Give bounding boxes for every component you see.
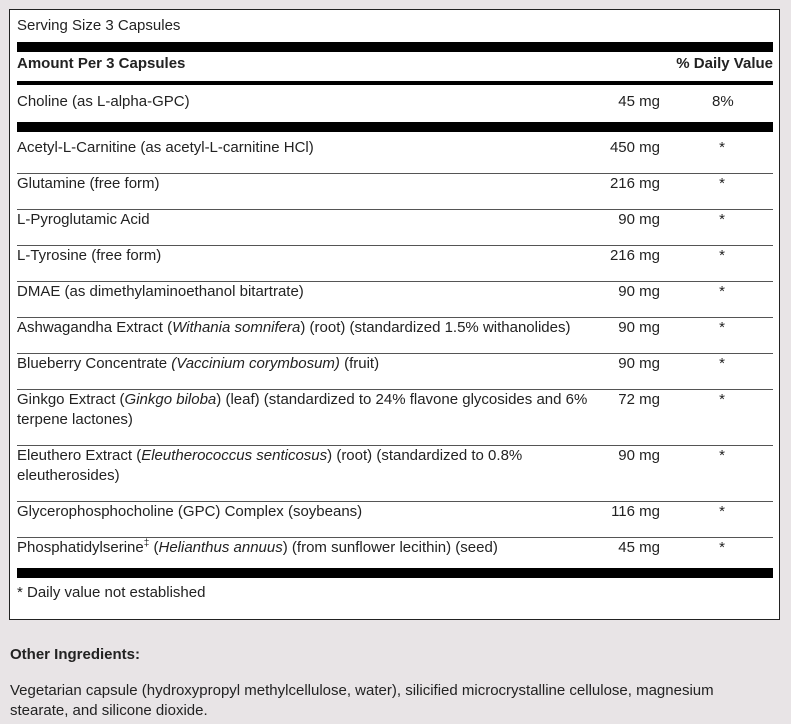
ingredient-amount: 90 mg xyxy=(618,355,660,372)
thick-divider xyxy=(17,568,773,578)
ingredient-row xyxy=(17,390,773,446)
ingredient-amount: 450 mg xyxy=(609,139,660,156)
ingredient-daily-value: * xyxy=(719,539,725,556)
ingredient-row xyxy=(17,502,773,538)
ingredient-name: Ashwagandha Extract (Withania somnifera) (root) (standardized 1.5% withanolides) xyxy=(17,319,571,336)
nutrient-amount: 45 mg xyxy=(618,93,660,110)
ingredient-daily-value: * xyxy=(719,391,725,408)
ingredient-name: L-Tyrosine (free form) xyxy=(17,247,162,264)
ingredient-daily-value: * xyxy=(719,503,725,520)
ingredient-daily-value: * xyxy=(719,283,725,300)
ingredient-row xyxy=(17,446,773,502)
serving-size: Serving Size 3 Capsules xyxy=(17,17,181,34)
ingredient-daily-value: * xyxy=(719,175,725,192)
ingredient-amount: 72 mg xyxy=(618,391,660,408)
thick-divider xyxy=(17,42,773,52)
ingredient-name: Eleuthero Extract (Eleutherococcus senticosus) (root) (standardized to 0.8% eleutherosides) xyxy=(17,447,523,484)
ingredient-row xyxy=(17,210,773,246)
daily-value-header: % Daily Value xyxy=(676,55,773,72)
supplement-facts-panel xyxy=(9,9,780,620)
ingredient-row xyxy=(17,538,773,567)
ingredient-name: L-Pyroglutamic Acid xyxy=(17,211,150,228)
nutrient-daily-value: 8% xyxy=(712,93,734,110)
ingredient-amount: 90 mg xyxy=(618,211,660,228)
ingredient-daily-value: * xyxy=(719,355,725,372)
ingredient-row xyxy=(17,174,773,210)
other-ingredients-title: Other Ingredients: xyxy=(10,646,141,663)
ingredient-row xyxy=(17,354,773,390)
ingredient-amount: 216 mg xyxy=(609,175,660,192)
amount-header: Amount Per 3 Capsules xyxy=(17,55,186,72)
medium-divider xyxy=(17,81,773,85)
ingredient-amount: 90 mg xyxy=(618,447,660,464)
ingredient-name: Phosphatidylserine‡ (Helianthus annuus) (from sunflower lecithin) (seed) xyxy=(17,538,498,556)
ingredient-name: Glutamine (free form) xyxy=(17,175,160,192)
ingredient-daily-value: * xyxy=(719,319,725,336)
ingredient-name: Acetyl-L-Carnitine (as acetyl-L-carnitine HCl) xyxy=(17,139,314,156)
ingredient-name: Ginkgo Extract (Ginkgo biloba) (leaf) (standardized to 24% flavone glycosides and 6% terpene lactones) xyxy=(17,391,588,428)
ingredient-amount: 45 mg xyxy=(618,539,660,556)
ingredient-amount: 90 mg xyxy=(618,283,660,300)
ingredient-amount: 116 mg xyxy=(611,503,660,520)
ingredient-row xyxy=(17,282,773,318)
ingredient-row xyxy=(17,138,773,174)
ingredient-name: Glycerophosphocholine (GPC) Complex (soybeans) xyxy=(17,503,363,520)
ingredient-row xyxy=(17,246,773,282)
nutrient-name: Choline (as L-alpha-GPC) xyxy=(17,93,190,110)
ingredient-name: DMAE (as dimethylaminoethanol bitartrate) xyxy=(17,283,304,300)
ingredient-row xyxy=(17,318,773,354)
ingredient-name: Blueberry Concentrate (Vaccinium corymbosum) (fruit) xyxy=(17,355,380,372)
ingredient-daily-value: * xyxy=(719,211,725,228)
ingredient-daily-value: * xyxy=(719,447,725,464)
ingredient-amount: 90 mg xyxy=(618,319,660,336)
footnote: * Daily value not established xyxy=(17,584,206,601)
thick-divider xyxy=(17,122,773,132)
ingredient-daily-value: * xyxy=(719,247,725,264)
other-ingredients-text: Vegetarian capsule (hydroxypropyl methylcellulose, water), silicified microcrystalline cellulose, magnesium stearate, and silicone dioxide. xyxy=(10,682,714,719)
ingredient-amount: 216 mg xyxy=(609,247,660,264)
ingredient-daily-value: * xyxy=(719,139,725,156)
